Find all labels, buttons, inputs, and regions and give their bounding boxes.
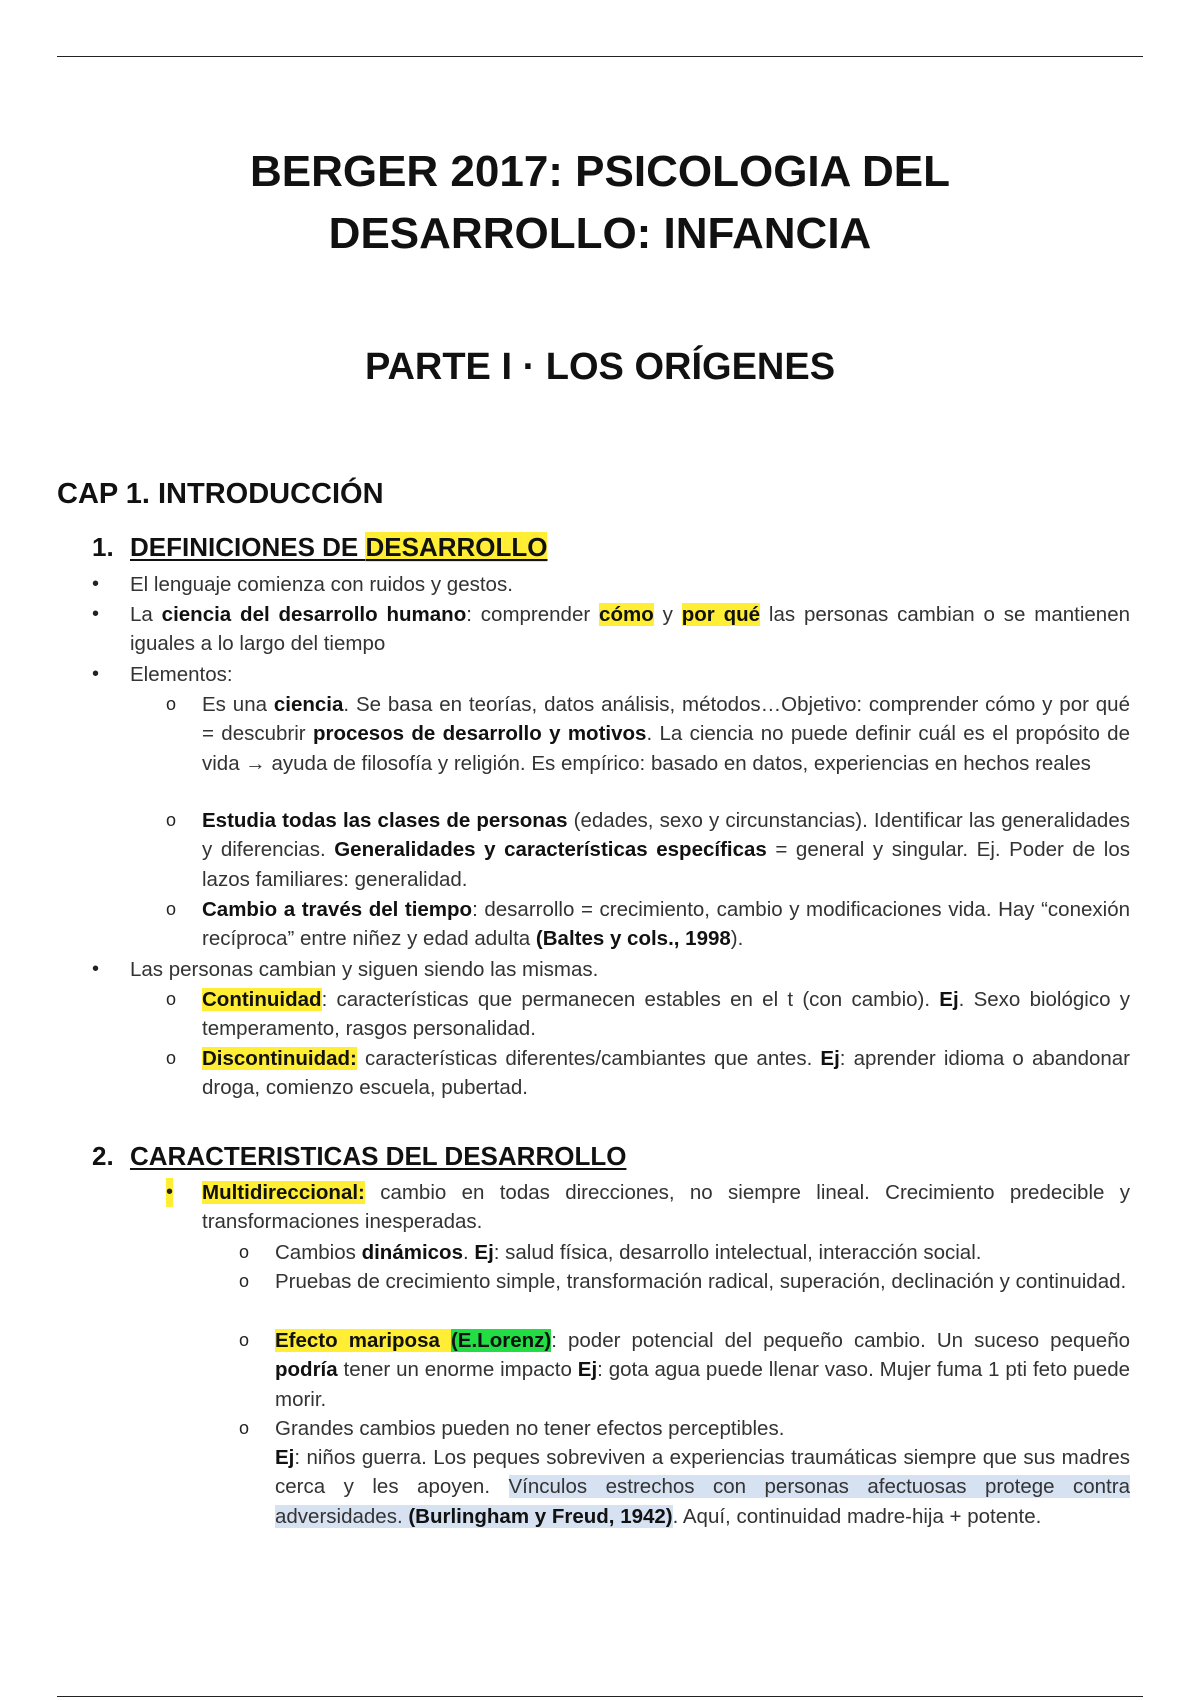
- bottom-rule: [57, 1696, 1143, 1697]
- document-title: [0, 141, 1200, 265]
- bullet-icon: •: [166, 1178, 173, 1207]
- highlight: Efecto mariposa: [275, 1329, 440, 1352]
- circle-bullet-icon: o: [166, 989, 177, 1009]
- section-title: CARACTERISTICAS DEL DESARROLLO: [130, 1141, 627, 1171]
- highlight: Discontinuidad:: [202, 1047, 357, 1070]
- sub-list-item: o Es una ciencia. Se basa en teorías, datos análisis, métodos…Objetivo: comprender cómo y por qué = descubrir procesos de desarrollo y motivos. La ciencia no puede definir cuál es el propósito de vida → ayuda de filosofía y religión. Es empírico: basado en datos, experiencias en hechos reales: [202, 690, 1130, 778]
- circle-bullet-icon: o: [166, 694, 177, 714]
- circle-bullet-icon: o: [239, 1330, 250, 1350]
- list-item: • La ciencia del desarrollo humano: comprender cómo y por qué las personas cambian o se mantienen iguales a lo largo del tiempo: [130, 600, 1130, 659]
- circle-bullet-icon: o: [166, 810, 177, 830]
- paragraph: Ej: niños guerra. Los peques sobreviven a experiencias traumáticas siempre que sus madres cerca y les apoyen. Vínculos estrechos con personas afectuosas protege contra adversidades. (Burlingham y Freud, 1942). Aquí, continuidad madre-hija + potente.: [275, 1446, 1130, 1528]
- sub-list-item: o Continuidad: características que permanecen estables en el t (con cambio). Ej. Sexo biológico y temperamento, rasgos personalidad.: [202, 985, 1130, 1044]
- list-item: • Multidireccional: cambio en todas direcciones, no siempre lineal. Crecimiento predecible y transformaciones inesperadas.: [202, 1178, 1130, 1237]
- bullet-icon: •: [92, 573, 100, 595]
- list-item: • El lenguaje comienza con ruidos y gestos.: [130, 570, 1130, 599]
- highlight: Multidireccional:: [202, 1181, 365, 1204]
- circle-bullet-icon: o: [166, 1048, 177, 1068]
- sub-list-item: o Cambios dinámicos. Ej: salud física, desarrollo intelectual, interacción social.: [275, 1238, 1130, 1267]
- sub-list-item: o Pruebas de crecimiento simple, transformación radical, superación, declinación y continuidad.: [275, 1267, 1130, 1296]
- section-1-heading: [92, 530, 547, 564]
- highlight: por qué: [681, 603, 761, 626]
- circle-bullet-icon: o: [166, 899, 177, 919]
- highlight: cómo: [599, 603, 654, 626]
- circle-bullet-icon: o: [239, 1242, 250, 1262]
- green-highlight: (E.Lorenz): [450, 1329, 552, 1352]
- part-heading: PARTE I · LOS ORÍGENES: [364, 346, 836, 388]
- sub-list-item: o Grandes cambios pueden no tener efectos perceptibles.: [275, 1414, 1130, 1443]
- sub-list-item: o Discontinuidad: características diferentes/cambiantes que antes. Ej: aprender idioma o abandonar droga, comienzo escuela, pubertad.: [202, 1044, 1130, 1103]
- top-rule: [57, 56, 1143, 57]
- highlight: Continuidad: [202, 988, 322, 1011]
- sub-list-item: o Cambio a través del tiempo: desarrollo = crecimiento, cambio y modificaciones vida. Hay “conexión recíproca” entre niñez y edad adulta (Baltes y cols., 1998).: [202, 895, 1130, 954]
- circle-bullet-icon: o: [239, 1271, 250, 1291]
- title-line-1: BERGER 2017: PSICOLOGIA DEL: [249, 147, 951, 196]
- section-2-heading: [92, 1139, 626, 1173]
- highlight: DESARROLLO: [365, 532, 548, 562]
- title-line-2: DESARROLLO: INFANCIA: [328, 209, 872, 258]
- blue-highlight: (Burlingham y Freud, 1942): [408, 1504, 673, 1528]
- section-number: 1.: [92, 532, 114, 562]
- sub-list-item: o Estudia todas las clases de personas (edades, sexo y circunstancias). Identificar las generalidades y diferencias. Generalidades y características específicas = general y singular. Ej. Poder de los lazos familiares: generalidad.: [202, 806, 1130, 894]
- bullet-icon: •: [92, 958, 100, 980]
- list-item: • Las personas cambian y siguen siendo las mismas.: [130, 955, 1130, 984]
- circle-bullet-icon: o: [239, 1418, 250, 1438]
- bullet-icon: •: [92, 663, 100, 685]
- section-title: DEFINICIONES DE DESARROLLO: [130, 532, 548, 562]
- blue-highlight: Vínculos estrechos con personas afectuosas protege contra adversidades.: [275, 1475, 1130, 1528]
- chapter-heading: CAP 1. INTRODUCCIÓN: [57, 478, 384, 510]
- sub-list-item: o Efecto mariposa (E.Lorenz): poder potencial del pequeño cambio. Un suceso pequeño podría tener un enorme impacto Ej: gota agua puede llenar vaso. Mujer fuma 1 pti feto puede morir.: [275, 1326, 1130, 1414]
- bullet-icon: •: [92, 603, 100, 625]
- list-item: • Elementos:: [130, 660, 1130, 689]
- section-number: 2.: [92, 1141, 114, 1171]
